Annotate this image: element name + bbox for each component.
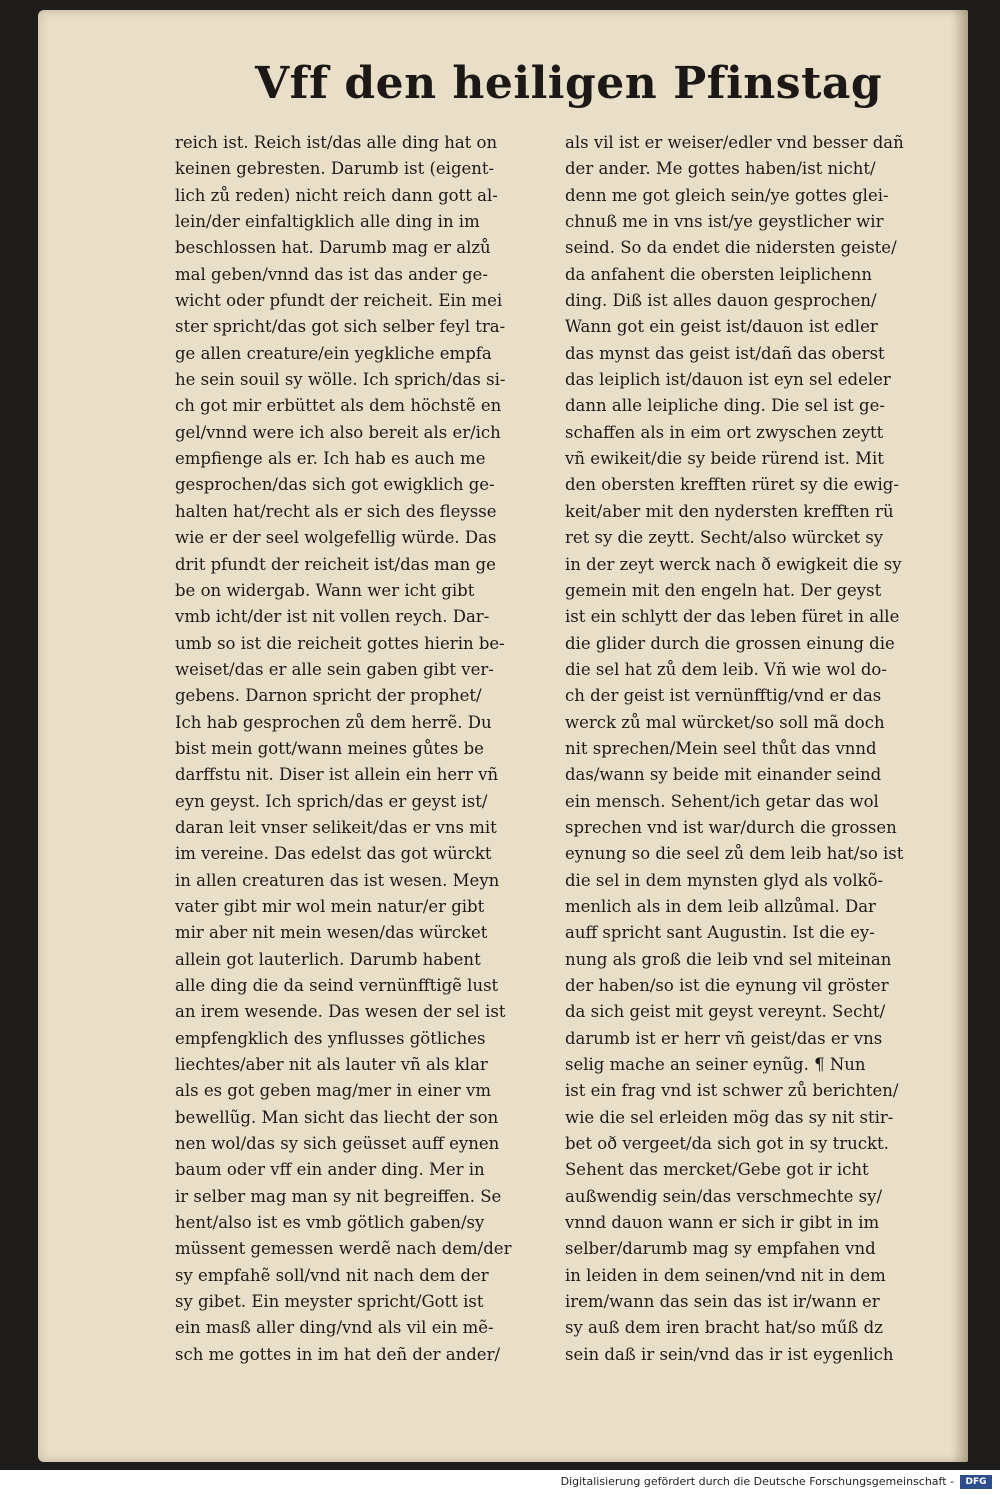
- left-column-text-line: ge allen creature/ein yegkliche empfa: [175, 343, 492, 363]
- left-column-text-line: müssent gemessen werdẽ nach dem/der: [175, 1239, 512, 1259]
- left-column-text-line: hent/also ist es vmb götlich gaben/sy: [175, 1213, 485, 1233]
- left-column-text-line: eyn geyst. Ich sprich/das er geyst ist/: [175, 791, 488, 811]
- right-column-text-line: dann alle leipliche ding. Die sel ist ge-: [565, 396, 885, 416]
- right-column-text-line: Wann got ein geist ist/dauon ist edler: [565, 317, 878, 337]
- left-column-text-line: empfienge als er. Ich hab es auch me: [175, 449, 486, 469]
- left-column-text-line: mal geben/vnnd das ist das ander ge-: [175, 264, 488, 284]
- right-column-text-line: da anfahent die obersten leiplichenn: [565, 264, 872, 284]
- right-column-text-line: Sehent das mercket/Gebe got ir icht: [565, 1160, 869, 1180]
- right-column-text-line: als vil ist er weiser/edler vnd besser dañ: [565, 133, 904, 152]
- right-column-text-line: bet oð vergeet/da sich got in sy truckt.: [565, 1134, 889, 1154]
- left-column-text-line: alle ding die da seind vernünfftigẽ lust: [175, 976, 499, 995]
- dfg-logo: DFG: [960, 1475, 992, 1489]
- right-column-text-line: vñ ewikeit/die sy beide rürend ist. Mit: [565, 449, 884, 469]
- left-column-text-line: bist mein gott/wann meines gůtes be: [175, 738, 484, 758]
- left-column-text-line: keinen gebresten. Darumb ist (eigent-: [175, 159, 495, 179]
- left-column-text-line: wicht oder pfundt der reicheit. Ein mei: [175, 291, 503, 311]
- left-column-text-line: reich ist. Reich ist/das alle ding hat on: [175, 133, 498, 152]
- left-column-text-line: an irem wesende. Das wesen der sel ist: [175, 1002, 506, 1022]
- right-column-text-line: ein mensch. Sehent/ich getar das wol: [565, 791, 879, 811]
- left-column-text-line: in allen creaturen das ist wesen. Meyn: [175, 870, 500, 890]
- funding-credit: Digitalisierung gefördert durch die Deutsche Forschungsgemeinschaft -: [560, 1475, 954, 1488]
- right-column-text-line: die sel hat zů dem leib. Vñ wie wol do-: [565, 659, 887, 679]
- left-column-text-line: sy gibet. Ein meyster spricht/Gott ist: [175, 1292, 484, 1312]
- left-column-text-line: wie er der seel wolgefellig würde. Das: [175, 528, 497, 548]
- right-column-text-line: werck zů mal würcket/so soll mã doch: [565, 712, 885, 732]
- right-column-text-line: gemein mit den engeln hat. Der geyst: [565, 580, 882, 600]
- right-column-text-line: seind. So da endet die nidersten geiste/: [565, 238, 897, 258]
- right-column-text-line: das/wann sy beide mit einander seind: [565, 765, 882, 785]
- right-column-text-line: schaffen als in eim ort zwyschen zeytt: [565, 422, 884, 442]
- left-column-text-line: lein/der einfaltigklich alle ding in im: [175, 212, 480, 232]
- left-column-text-line: sch me gottes in im hat deñ der ander/: [175, 1344, 501, 1364]
- right-column-text-line: irem/wann das sein das ist ir/wann er: [565, 1292, 880, 1312]
- right-column-text-line: ist ein frag vnd ist schwer zů berichten/: [565, 1081, 899, 1101]
- right-column-text-line: sprechen vnd ist war/durch die grossen: [565, 817, 897, 837]
- right-column-text-line: selber/darumb mag sy empfahen vnd: [565, 1239, 876, 1259]
- left-column-text-line: empfengklich des ynflusses götliches: [175, 1028, 486, 1048]
- right-column-text-line: nit sprechen/Mein seel thůt das vnnd: [565, 738, 877, 758]
- left-column-text-line: allein got lauterlich. Darumb habent: [175, 949, 481, 969]
- right-column-text-line: sy auß dem iren bracht hat/so műß dz: [565, 1318, 883, 1338]
- left-column-text-line: ir selber mag man sy nit begreiffen. Se: [175, 1186, 502, 1206]
- right-column-text-line: sein daß ir sein/vnd das ir ist eygenlich: [565, 1344, 894, 1364]
- right-column-text-line: in der zeyt werck nach ð ewigkeit die sy: [565, 554, 902, 574]
- right-column-text-line: menlich als in dem leib allzůmal. Dar: [565, 896, 876, 916]
- right-column-text-line: vnnd dauon wann er sich ir gibt in im: [565, 1213, 880, 1233]
- right-column-text-line: chnuß me in vns ist/ye geystlicher wir: [565, 212, 884, 232]
- left-column-text-line: ch got mir erbüttet als dem höchstẽ en: [175, 396, 502, 416]
- right-column-text-line: da sich geist mit geyst vereynt. Secht/: [565, 1002, 886, 1022]
- left-column-text-line: gebens. Darnon spricht der prophet/: [175, 686, 482, 706]
- right-text-column: [565, 130, 945, 1368]
- right-column-text-line: die glider durch die grossen einung die: [565, 633, 895, 653]
- left-column-text-line: drit pfundt der reicheit ist/das man ge: [175, 554, 496, 574]
- left-column-text-line: sy empfahẽ soll/vnd nit nach dem der: [175, 1265, 489, 1285]
- right-column-text-line: der ander. Me gottes haben/ist nicht/: [565, 159, 876, 179]
- left-column-text-line: he sein souil sy wölle. Ich sprich/das si-: [175, 370, 506, 390]
- page-edge-shadow: [950, 10, 968, 1462]
- left-column-text-line: baum oder vff ein ander ding. Mer in: [175, 1160, 485, 1180]
- right-column-text-line: keit/aber mit den nydersten krefften rü: [565, 501, 894, 521]
- left-column-text-line: nen wol/das sy sich geüsset auff eynen: [175, 1134, 500, 1154]
- right-column-text-line: den obersten krefften rüret sy die ewig-: [565, 475, 899, 495]
- right-column-text-line: denn me got gleich sein/ye gottes glei-: [565, 185, 889, 205]
- left-column-text-line: weiset/das er alle sein gaben gibt ver-: [175, 659, 494, 679]
- left-column-text-line: im vereine. Das edelst das got würckt: [175, 844, 492, 864]
- footer-bar: [0, 1470, 1000, 1495]
- left-column-text-line: darffstu nit. Diser ist allein ein herr vñ: [175, 765, 499, 785]
- left-column-text-line: liechtes/aber nit als lauter vñ als klar: [175, 1055, 488, 1075]
- left-text-column: [175, 130, 555, 1368]
- right-column-text-line: eynung so die seel zů dem leib hat/so ist: [565, 844, 904, 864]
- right-column-text-line: ret sy die zeytt. Secht/also würcket sy: [565, 528, 884, 548]
- right-column-text-line: ist ein schlytt der das leben füret in alle: [565, 607, 900, 627]
- page-heading: Vff den heiligen Pfinstag: [255, 58, 883, 109]
- left-column-text-line: gesprochen/das sich got ewigklich ge-: [175, 475, 495, 495]
- right-column-text-line: darumb ist er herr vñ geist/das er vns: [565, 1028, 883, 1048]
- right-column-text-line: die sel in dem mynsten glyd als volkõ-: [565, 870, 884, 890]
- right-column-text-line: wie die sel erleiden mög das sy nit stir-: [565, 1107, 894, 1127]
- left-column-text-line: halten hat/recht als er sich des fleysse: [175, 501, 497, 521]
- left-column-text-line: ster spricht/das got sich selber feyl tra-: [175, 317, 506, 337]
- right-column-text-line: das leiplich ist/dauon ist eyn sel edeler: [565, 370, 891, 390]
- left-column-text-line: daran leit vnser selikeit/das er vns mit: [175, 817, 497, 837]
- left-column-text-line: als es got geben mag/mer in einer vm: [175, 1081, 492, 1101]
- left-column-text-line: beschlossen hat. Darumb mag er alzů: [175, 238, 491, 258]
- left-column-text-line: umb so ist die reicheit gottes hierin be-: [175, 633, 505, 653]
- right-column-text-line: nung als groß die leib vnd sel miteinan: [565, 949, 892, 969]
- right-column-text-line: in leiden in dem seinen/vnd nit in dem: [565, 1265, 886, 1285]
- right-column-text-line: selig mache an seiner eynũg. ¶ Nun: [565, 1055, 866, 1075]
- right-column-text-line: der haben/so ist die eynung vil gröster: [565, 976, 889, 995]
- right-column-text-line: auff spricht sant Augustin. Ist die ey-: [565, 923, 875, 943]
- left-column-text-line: mir aber nit mein wesen/das würcket: [175, 923, 488, 943]
- right-column-text-line: ding. Diß ist alles dauon gesprochen/: [565, 291, 877, 311]
- left-column-text-line: Ich hab gesprochen zů dem herrẽ. Du: [175, 712, 492, 732]
- left-column-text-line: vmb icht/der ist nit vollen reych. Dar-: [175, 607, 490, 627]
- left-column-text-line: lich zů reden) nicht reich dann gott al-: [175, 185, 498, 205]
- left-column-text-line: bewellũg. Man sicht das liecht der son: [175, 1107, 499, 1127]
- right-column-text-line: ch der geist ist vernünfftig/vnd er das: [565, 686, 882, 706]
- right-column-text-line: das mynst das geist ist/dañ das oberst: [565, 343, 885, 363]
- right-column-text-line: außwendig sein/das verschmechte sy/: [565, 1186, 883, 1206]
- left-column-text-line: vater gibt mir wol mein natur/er gibt: [175, 896, 485, 916]
- left-column-text-line: be on widergab. Wann wer icht gibt: [175, 580, 475, 600]
- left-column-text-line: gel/vnnd were ich also bereit als er/ich: [175, 422, 501, 442]
- left-column-text-line: ein masß aller ding/vnd als vil ein mẽ-: [175, 1318, 494, 1338]
